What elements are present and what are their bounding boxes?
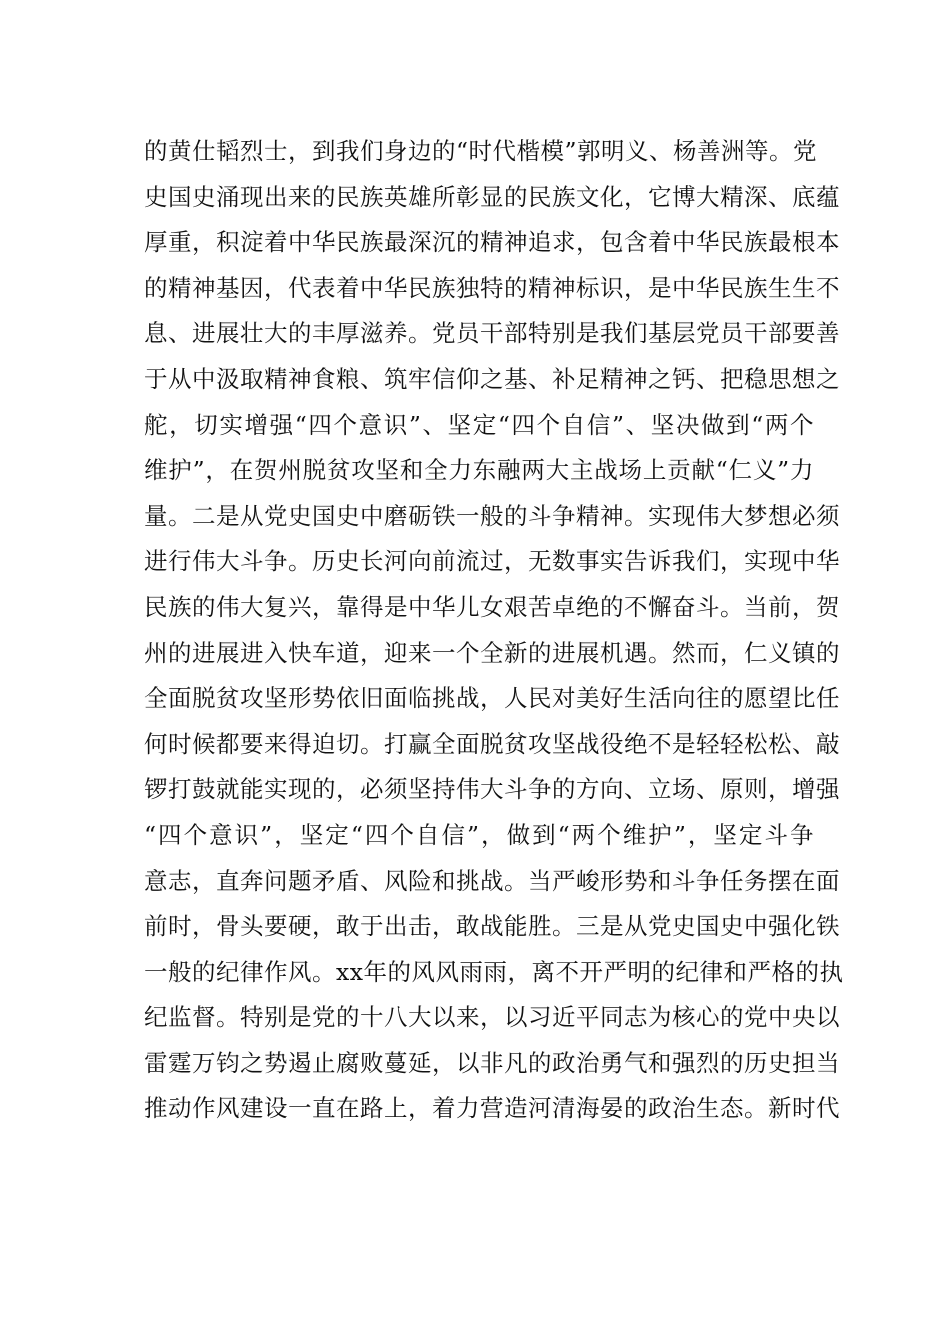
text-line: 的黄仕韬烈士，到我们身边的“时代楷模”郭明义、杨善洲等。党 bbox=[144, 137, 818, 165]
text-line: 意志，直奔问题矛盾、风险和挑战。当严峻形势和斗争任务摆在面 bbox=[144, 866, 840, 895]
text-line: 前时，骨头要硬，敢于出击，敢战能胜。三是从党史国史中强化铁 bbox=[144, 912, 840, 941]
text-line: 全面脱贫攻坚形势依旧面临挑战，人民对美好生活向往的愿望比任 bbox=[144, 684, 840, 713]
text-line: 何时候都要来得迫切。打赢全面脱贫攻坚战役绝不是轻轻松松、敲 bbox=[144, 729, 840, 758]
text-line: 息、进展壮大的丰厚滋养。党员干部特别是我们基层党员干部要善 bbox=[144, 319, 840, 348]
text-line: 州的进展进入快车道，迎来一个全新的进展机遇。然而，仁义镇的 bbox=[144, 638, 840, 667]
text-line: 舵，切实增强“四个意识”、坚定“四个自信”、坚决做到“两个 bbox=[144, 410, 814, 439]
text-line: 维护”，在贺州脱贫攻坚和全力东融两大主战场上贡献“仁义”力 bbox=[144, 456, 814, 485]
text-line: 史国史涌现出来的民族英雄所彰显的民族文化，它博大精深、底蕴 bbox=[144, 182, 840, 211]
text-line: 的精神基因，代表着中华民族独特的精神标识，是中华民族生生不 bbox=[144, 273, 840, 302]
text-line: 雷霆万钧之势遏止腐败蔓延，以非凡的政治勇气和强烈的历史担当 bbox=[144, 1048, 840, 1077]
text-line: 一般的纪律作风。xx年的风风雨雨，离不开严明的纪律和严格的执 bbox=[144, 957, 844, 986]
text-line: 于从中汲取精神食粮、筑牢信仰之基、补足精神之钙、把稳思想之 bbox=[144, 364, 840, 393]
body-text bbox=[144, 129, 844, 1132]
text-line: “四个意识”，坚定“四个自信”，做到“两个维护”，坚定斗争 bbox=[144, 820, 814, 849]
text-line: 锣打鼓就能实现的，必须坚持伟大斗争的方向、立场、原则，增强 bbox=[144, 775, 840, 804]
text-line: 厚重，积淀着中华民族最深沉的精神追求，包含着中华民族最根本 bbox=[144, 228, 840, 257]
text-line: 民族的伟大复兴，靠得是中华儿女艰苦卓绝的不懈奋斗。当前，贺 bbox=[144, 592, 840, 621]
text-line: 推动作风建设一直在路上，着力营造河清海晏的政治生态。新时代 bbox=[144, 1094, 840, 1123]
text-line: 进行伟大斗争。历史长河向前流过，无数事实告诉我们，实现中华 bbox=[144, 547, 840, 576]
text-line: 量。二是从党史国史中磨砺铁一般的斗争精神。实现伟大梦想必须 bbox=[144, 501, 840, 530]
text-line: 纪监督。特别是党的十八大以来，以习近平同志为核心的党中央以 bbox=[144, 1003, 840, 1032]
